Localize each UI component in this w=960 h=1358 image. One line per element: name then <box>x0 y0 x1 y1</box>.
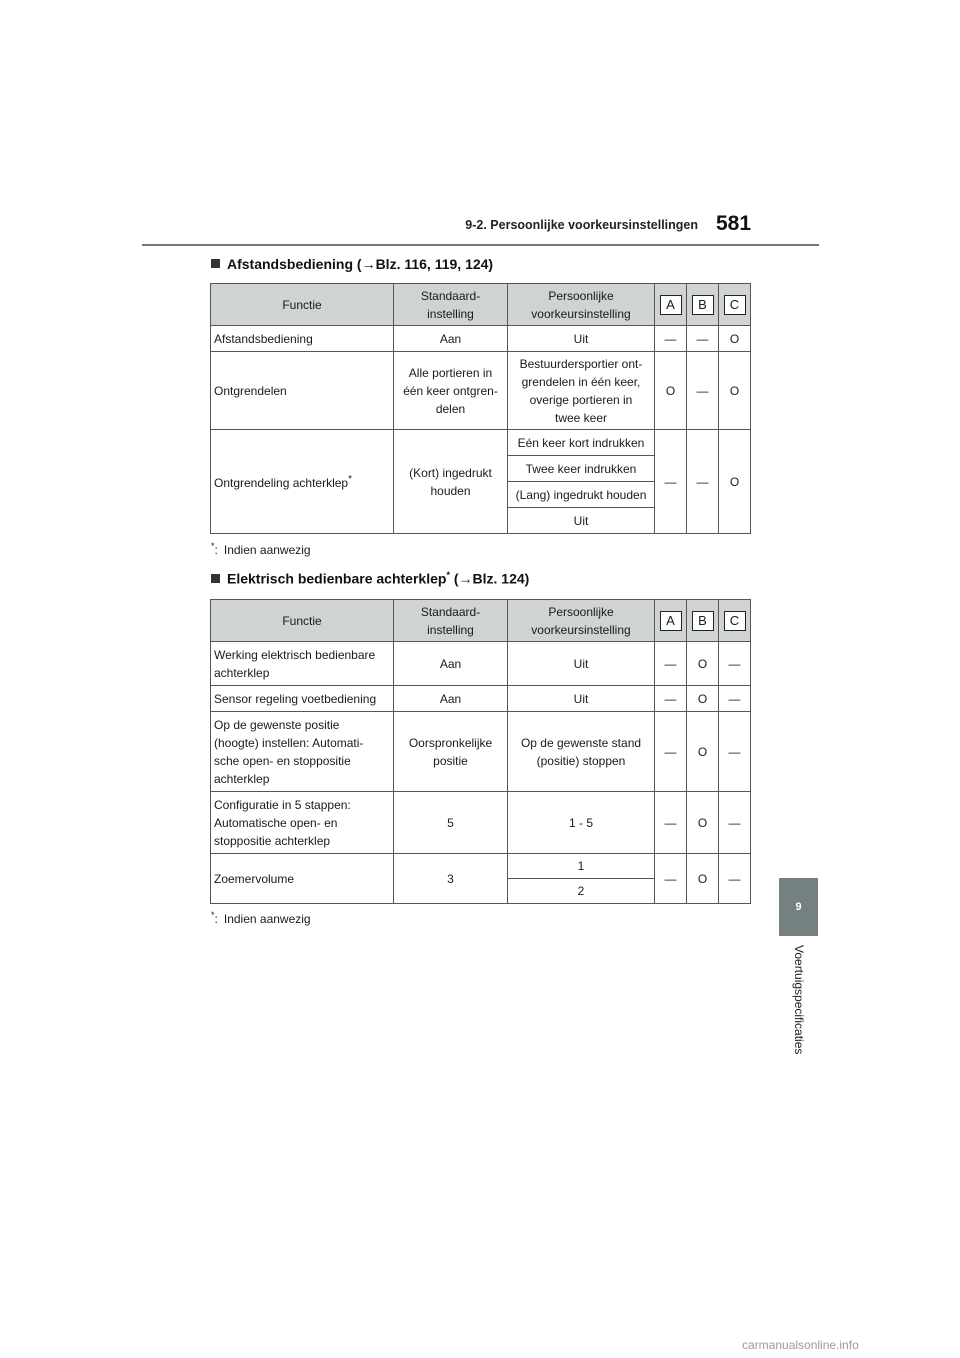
cell-c: — <box>719 686 751 712</box>
header-c <box>719 284 751 326</box>
cell-function: Werking elektrisch bedienbare achterklep <box>211 642 394 686</box>
header-custom: Persoonlijke voorkeursinstelling <box>508 284 655 326</box>
square-bullet-icon <box>211 259 220 268</box>
table-row <box>211 854 751 879</box>
cell-function: Configuratie in 5 stappen: Automatische open- en stoppositie achterklep <box>211 792 394 854</box>
cell-b: O <box>687 854 719 904</box>
cell-custom-option: 2 <box>508 879 655 904</box>
remote-settings-table <box>210 283 751 534</box>
cell-b: O <box>687 642 719 686</box>
cell-b: O <box>687 712 719 792</box>
cell-c: — <box>719 712 751 792</box>
watermark: carmanualsonline.info <box>742 1338 859 1352</box>
cell-custom: Bestuurdersportier ont- grendelen in één keer, overige portieren in twee keer <box>508 352 655 430</box>
cell-function: Ontgrendelen <box>211 352 394 430</box>
cell-function: Op de gewenste positie (hoogte) instellen: Automati- sche open- en stoppositie achterklep <box>211 712 394 792</box>
cell-c: — <box>719 642 751 686</box>
cell-custom-option: Twee keer indrukken <box>508 456 655 482</box>
cell-a: — <box>655 712 687 792</box>
heading-text-prefix: Elektrisch bedienbare achterklep <box>227 570 447 587</box>
table-row <box>211 352 751 430</box>
header-custom: Persoonlijke voorkeursinstelling <box>508 600 655 642</box>
cell-default: (Kort) ingedrukt houden <box>394 430 508 534</box>
b-box-icon: B <box>692 295 714 315</box>
cell-c: O <box>719 326 751 352</box>
cell-c: — <box>719 854 751 904</box>
cell-a: — <box>655 430 687 534</box>
cell-c: — <box>719 792 751 854</box>
cell-c: O <box>719 430 751 534</box>
header-a <box>655 284 687 326</box>
header-divider <box>142 244 819 246</box>
table-row <box>211 792 751 854</box>
cell-default: 5 <box>394 792 508 854</box>
header-default: Standaard- instelling <box>394 600 508 642</box>
cell-a: — <box>655 792 687 854</box>
c-box-icon: C <box>724 611 746 631</box>
c-box-icon: C <box>724 295 746 315</box>
table-row <box>211 430 751 456</box>
header-b <box>687 284 719 326</box>
header-c <box>719 600 751 642</box>
a-box-icon: A <box>660 611 682 631</box>
arrow-icon: → <box>361 256 376 272</box>
section-header-title: 9-2. Persoonlijke voorkeursinstellingen <box>465 218 698 232</box>
table-header-row <box>211 284 751 326</box>
cell-default: Aan <box>394 326 508 352</box>
cell-default: Aan <box>394 686 508 712</box>
power-tailgate-settings-table <box>210 599 751 904</box>
cell-default: Alle portieren in één keer ontgren- delen <box>394 352 508 430</box>
header-default: Standaard- instelling <box>394 284 508 326</box>
a-box-icon: A <box>660 295 682 315</box>
cell-b: — <box>687 326 719 352</box>
cell-a: — <box>655 686 687 712</box>
square-bullet-icon <box>211 574 220 583</box>
footnote: *: Indien aanwezig <box>211 910 311 926</box>
cell-custom: Op de gewenste stand (positie) stoppen <box>508 712 655 792</box>
header-function: Functie <box>211 600 394 642</box>
table-row <box>211 712 751 792</box>
cell-b: O <box>687 792 719 854</box>
cell-function: Sensor regeling voetbediening <box>211 686 394 712</box>
page-number: 581 <box>716 212 752 235</box>
table-row <box>211 326 751 352</box>
cell-custom-option: 1 <box>508 854 655 879</box>
heading-page-reference: Blz. 124) <box>472 570 530 587</box>
cell-a: O <box>655 352 687 430</box>
section-heading-power-tailgate: Elektrisch bedienbare achterklep* (→Blz. 124) <box>211 570 529 587</box>
cell-custom-option: Uit <box>508 508 655 534</box>
heading-asterisk: * <box>446 570 450 580</box>
cell-a: — <box>655 326 687 352</box>
cell-function: Afstandsbediening <box>211 326 394 352</box>
heading-page-reference: Blz. 116, 119, 124) <box>375 256 494 272</box>
cell-custom: Uit <box>508 642 655 686</box>
cell-function: Ontgrendeling achterklep* <box>211 430 394 534</box>
cell-custom-option: (Lang) ingedrukt houden <box>508 482 655 508</box>
cell-custom: 1 - 5 <box>508 792 655 854</box>
cell-b: — <box>687 352 719 430</box>
cell-c: O <box>719 352 751 430</box>
table-row <box>211 642 751 686</box>
table-header-row <box>211 600 751 642</box>
section-heading-remote <box>211 256 493 272</box>
arrow-icon: → <box>458 570 473 587</box>
cell-custom-option: Eén keer kort indrukken <box>508 430 655 456</box>
cell-default: 3 <box>394 854 508 904</box>
cell-b: O <box>687 686 719 712</box>
chapter-tab: 9 <box>779 878 818 936</box>
chapter-label: Voertuigspecificaties <box>792 945 806 1055</box>
header-a <box>655 600 687 642</box>
header-b <box>687 600 719 642</box>
cell-custom: Uit <box>508 686 655 712</box>
b-box-icon: B <box>692 611 714 631</box>
cell-custom: Uit <box>508 326 655 352</box>
footnote: *: Indien aanwezig <box>211 541 311 557</box>
cell-a: — <box>655 854 687 904</box>
cell-function: Zoemervolume <box>211 854 394 904</box>
cell-a: — <box>655 642 687 686</box>
heading-text-prefix: Afstandsbediening ( <box>227 256 362 272</box>
cell-default: Aan <box>394 642 508 686</box>
header-function: Functie <box>211 284 394 326</box>
cell-default: Oorspronkelijke positie <box>394 712 508 792</box>
cell-b: — <box>687 430 719 534</box>
table-row <box>211 686 751 712</box>
